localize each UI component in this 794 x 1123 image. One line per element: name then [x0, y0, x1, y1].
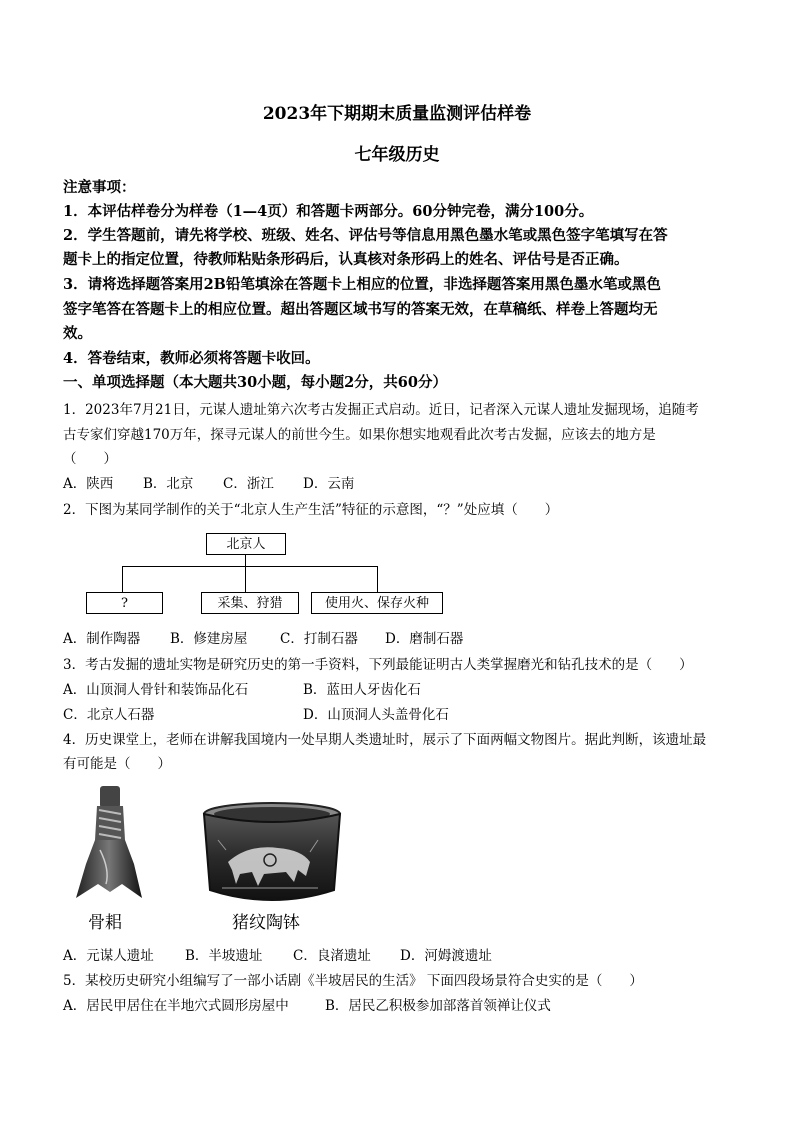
question-4-stem: 4．历史课堂上，老师在讲解我国境内一处早期人类遗址时，展示了下面两幅文物图片。据此判断，该遗址最 [63, 732, 707, 748]
question-2-stem: 2．下图为某同学制作的关于“北京人生产生活”特征的示意图，“？”处应填（ ） [63, 502, 559, 518]
option-b: B．修建房屋 [170, 631, 248, 647]
note-line: 2．学生答题前，请先将学校、班级、姓名、评估号等信息用黑色墨水笔或黑色签字笔填写在答 [63, 227, 668, 244]
option-d: D．云南 [303, 476, 355, 492]
pig-pattern-bowl-image [198, 800, 346, 910]
question-5-stem: 5．某校历史研究小组编写了一部小话剧《半坡居民的生活》 下面四段场景符合史实的是（ ） [63, 973, 643, 989]
diagram-connector [245, 566, 246, 592]
diagram-leaf-gathering: 采集、狩猎 [201, 592, 299, 614]
diagram-root-box: 北京人 [206, 533, 286, 555]
question-3-stem: 3．考古发掘的遗址实物是研究历史的第一手资料，下列最能证明古人类掌握磨光和钻孔技术的是（ ） [63, 657, 693, 673]
option-a: A．元谋人遗址 [63, 948, 154, 964]
note-line: 题卡上的指定位置，待教师粘贴条形码后，认真核对条形码上的姓名、评估号是否正确。 [63, 251, 629, 268]
question-1-stem: 古专家们穿越170万年，探寻元谋人的前世今生。如果你想实地观看此次考古发掘，应该去的地方是 [63, 427, 656, 443]
bone-spade-caption: 骨耜 [88, 913, 122, 933]
option-c: C．北京人石器 [63, 707, 155, 723]
diagram-connector [377, 566, 378, 592]
note-line: 效。 [63, 325, 92, 342]
option-a: A．制作陶器 [63, 631, 141, 647]
question-4-stem: 有可能是（ ） [63, 756, 171, 772]
note-line: 4．答卷结束，教师必须将答题卡收回。 [63, 350, 320, 367]
exam-title: 2023年下期期末质量监测评估样卷 [262, 104, 532, 124]
option-d: D．磨制石器 [385, 631, 464, 647]
bone-spade-image [70, 780, 150, 905]
exam-subject: 七年级历史 [354, 145, 440, 165]
option-a: A．居民甲居住在半地穴式圆形房屋中 [63, 998, 289, 1014]
option-d: D．河姆渡遗址 [400, 948, 492, 964]
diagram-leaf-unknown: ? [86, 592, 163, 614]
diagram-connector [122, 566, 378, 567]
option-c: C．浙江 [223, 476, 274, 492]
diagram-connector [122, 566, 123, 592]
pig-bowl-caption: 猪纹陶钵 [232, 913, 300, 933]
note-line: 1．本评估样卷分为样卷（1—4页）和答题卡两部分。60分钟完卷，满分100分。 [63, 203, 594, 220]
option-b: B．蓝田人牙齿化石 [303, 682, 421, 698]
option-b: B．居民乙积极参加部落首领禅让仪式 [325, 998, 551, 1014]
notes-heading: 注意事项： [63, 179, 136, 196]
diagram-leaf-fire: 使用火、保存火种 [311, 592, 443, 614]
option-a: A．陕西 [63, 476, 114, 492]
option-b: B．北京 [143, 476, 194, 492]
option-d: D．山顶洞人头盖骨化石 [303, 707, 449, 723]
question-1-stem: 1．2023年7月21日，元谋人遗址第六次考古发掘正式启动。近日，记者深入元谋人遗址发掘现场，追随考 [63, 402, 699, 418]
note-line: 签字笔答在答题卡上的相应位置。超出答题区域书写的答案无效，在草稿纸、样卷上答题均无 [63, 301, 658, 318]
note-line: 3．请将选择题答案用2B铅笔填涂在答题卡上相应的位置，非选择题答案用黑色墨水笔或黑色 [63, 276, 661, 293]
option-b: B．半坡遗址 [185, 948, 263, 964]
option-c: C．良渚遗址 [293, 948, 371, 964]
option-a: A．山顶洞人骨针和装饰品化石 [63, 682, 249, 698]
section-heading: 一、单项选择题（本大题共30小题，每小题2分，共60分） [63, 374, 447, 391]
question-1-stem: （ ） [63, 451, 117, 467]
option-c: C．打制石器 [280, 631, 358, 647]
